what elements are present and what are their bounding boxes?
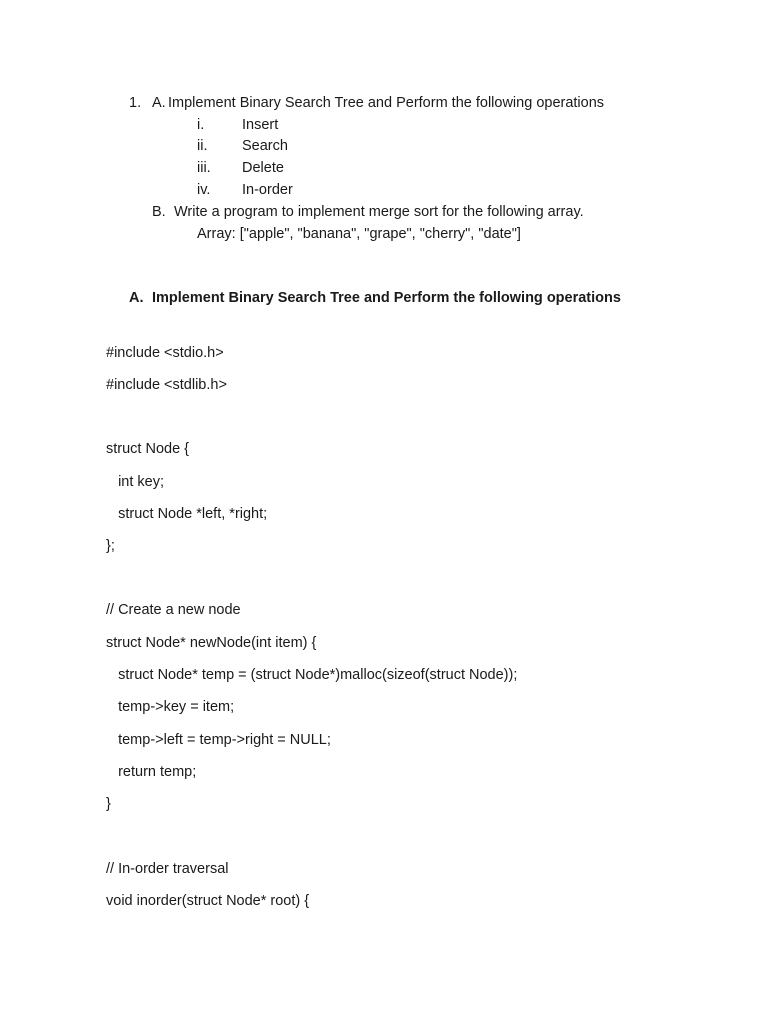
code-line: } [106, 796, 111, 812]
code-line: struct Node { [106, 441, 190, 457]
code-line: #include <stdlib.h> [106, 377, 227, 393]
code-line: #include <stdio.h> [106, 345, 224, 361]
code-line: return temp; [106, 764, 197, 780]
op-text: Delete [242, 160, 284, 176]
code-line: void inorder(struct Node* root) { [106, 893, 310, 909]
op-numeral: ii. [197, 138, 208, 154]
code-line: struct Node* newNode(int item) { [106, 635, 317, 651]
part-b-label: B. [152, 204, 166, 220]
op-numeral: i. [197, 117, 205, 133]
part-b-text: Write a program to implement merge sort for the following array. [174, 204, 584, 220]
answer-heading-text: Implement Binary Search Tree and Perform the following operations [152, 290, 621, 306]
op-text: Search [242, 138, 288, 154]
part-a-text: Implement Binary Search Tree and Perform the following operations [168, 95, 605, 111]
code-line: }; [106, 538, 115, 554]
code-line: struct Node *left, *right; [106, 506, 268, 522]
code-comment: // Create a new node [106, 602, 241, 618]
part-a-label: A. [152, 95, 166, 111]
code-line: temp->left = temp->right = NULL; [106, 732, 331, 748]
code-line: int key; [106, 474, 165, 490]
code-line: struct Node* temp = (struct Node*)malloc(sizeof(struct Node)); [106, 667, 518, 683]
answer-heading-label: A. [129, 290, 144, 306]
code-line: temp->key = item; [106, 699, 235, 715]
op-numeral: iv. [197, 182, 211, 198]
op-text: Insert [242, 117, 279, 133]
op-numeral: iii. [197, 160, 211, 176]
code-comment: // In-order traversal [106, 861, 229, 877]
part-b-array: Array: ["apple", "banana", "grape", "cherry", "date"] [197, 226, 521, 242]
question-number: 1. [129, 95, 142, 111]
op-text: In-order [242, 182, 293, 198]
